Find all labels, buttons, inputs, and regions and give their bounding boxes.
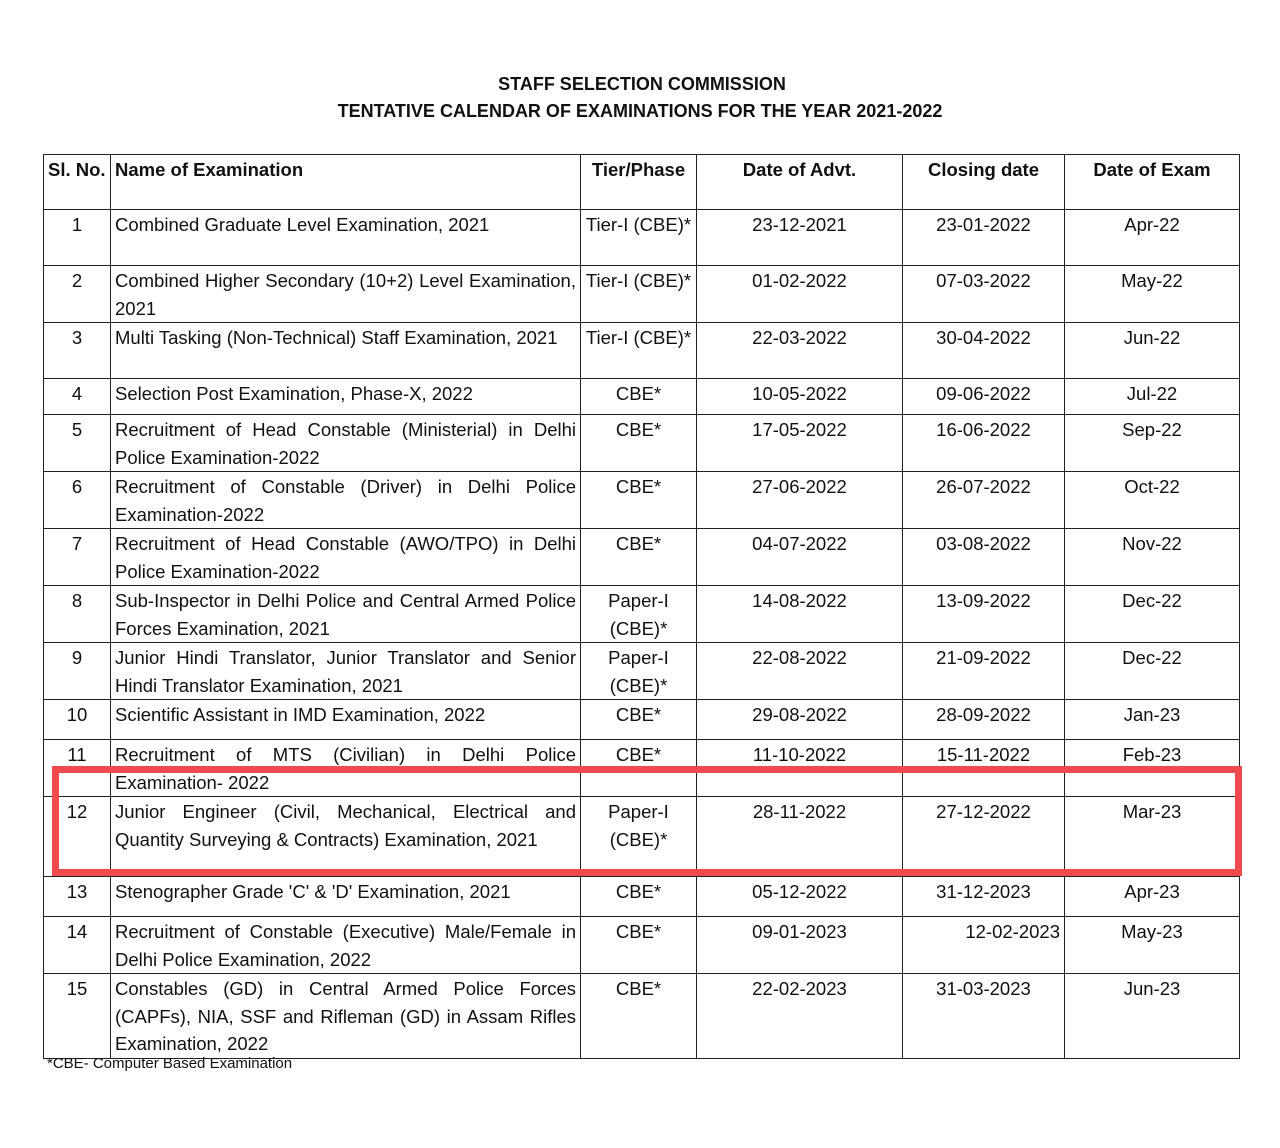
col-header-sl-no: Sl. No. [44, 155, 111, 210]
exam-date-cell: Mar-23 [1065, 797, 1240, 877]
footnote: *CBE- Computer Based Examination [47, 1055, 293, 1072]
closing-date-cell: 31-12-2023 [903, 877, 1065, 917]
sl-cell: 15 [44, 974, 111, 1059]
tier-cell: CBE* [581, 529, 697, 586]
exam-date-cell: Apr-23 [1065, 877, 1240, 917]
tier-cell: CBE* [581, 379, 697, 415]
table-row [44, 415, 1240, 472]
table-row [44, 974, 1240, 1059]
exam-name-cell: Recruitment of Constable (Driver) in Delhi Police Examination-2022 [111, 472, 581, 529]
exam-name-cell: Recruitment of Constable (Executive) Male/Female in Delhi Police Examination, 2022 [111, 917, 581, 974]
exam-name-cell: Stenographer Grade 'C' & 'D' Examination, 2021 [111, 877, 581, 917]
tier-cell: CBE* [581, 472, 697, 529]
advt-date-cell: 04-07-2022 [697, 529, 903, 586]
exam-date-cell: Jun-23 [1065, 974, 1240, 1059]
sl-cell: 1 [44, 210, 111, 266]
exam-name-cell: Recruitment of Head Constable (Ministerial) in Delhi Police Examination-2022 [111, 415, 581, 472]
sl-cell: 10 [44, 700, 111, 740]
exam-name-cell: Sub-Inspector in Delhi Police and Central Armed Police Forces Examination, 2021 [111, 586, 581, 643]
table-row [44, 877, 1240, 917]
advt-date-cell: 28-11-2022 [697, 797, 903, 877]
exam-date-cell: Dec-22 [1065, 586, 1240, 643]
sl-cell: 6 [44, 472, 111, 529]
sl-cell: 11 [44, 740, 111, 797]
exam-date-cell: Feb-23 [1065, 740, 1240, 797]
table-row [44, 210, 1240, 266]
exam-name-cell: Constables (GD) in Central Armed Police Forces (CAPFs), NIA, SSF and Rifleman (GD) in Assam Rifles Examination, 2022 [111, 974, 581, 1059]
advt-date-cell: 17-05-2022 [697, 415, 903, 472]
col-header-closing-date: Closing date [903, 155, 1065, 210]
tier-cell: Paper-I (CBE)* [581, 797, 697, 877]
closing-date-cell: 13-09-2022 [903, 586, 1065, 643]
table-row [44, 740, 1240, 797]
table-row [44, 643, 1240, 700]
exam-date-cell: Dec-22 [1065, 643, 1240, 700]
sl-cell: 3 [44, 323, 111, 379]
table-row [44, 472, 1240, 529]
exam-name-cell: Junior Hindi Translator, Junior Translator and Senior Hindi Translator Examination, 2021 [111, 643, 581, 700]
closing-date-cell: 28-09-2022 [903, 700, 1065, 740]
sl-cell: 5 [44, 415, 111, 472]
table-row [44, 323, 1240, 379]
closing-date-cell: 15-11-2022 [903, 740, 1065, 797]
exam-name-cell: Scientific Assistant in IMD Examination, 2022 [111, 700, 581, 740]
table-row [44, 700, 1240, 740]
col-header-exam-date: Date of Exam [1065, 155, 1240, 210]
tier-cell: Tier-I (CBE)* [581, 266, 697, 323]
table-row [44, 379, 1240, 415]
exam-date-cell: Oct-22 [1065, 472, 1240, 529]
tier-cell: CBE* [581, 877, 697, 917]
closing-date-cell: 03-08-2022 [903, 529, 1065, 586]
closing-date-cell: 30-04-2022 [903, 323, 1065, 379]
advt-date-cell: 22-03-2022 [697, 323, 903, 379]
closing-date-cell: 27-12-2022 [903, 797, 1065, 877]
sl-cell: 4 [44, 379, 111, 415]
advt-date-cell: 10-05-2022 [697, 379, 903, 415]
advt-date-cell: 05-12-2022 [697, 877, 903, 917]
sl-cell: 12 [44, 797, 111, 877]
table-header-row [44, 155, 1240, 210]
tier-cell: CBE* [581, 415, 697, 472]
advt-date-cell: 14-08-2022 [697, 586, 903, 643]
closing-date-cell: 23-01-2022 [903, 210, 1065, 266]
col-header-advt-date: Date of Advt. [697, 155, 903, 210]
exam-name-cell: Selection Post Examination, Phase-X, 2022 [111, 379, 581, 415]
exam-date-cell: Nov-22 [1065, 529, 1240, 586]
closing-date-cell: 21-09-2022 [903, 643, 1065, 700]
exam-date-cell: Sep-22 [1065, 415, 1240, 472]
tier-cell: Paper-I (CBE)* [581, 586, 697, 643]
tier-cell: CBE* [581, 740, 697, 797]
closing-date-cell: 31-03-2023 [903, 974, 1065, 1059]
sl-cell: 7 [44, 529, 111, 586]
sl-cell: 13 [44, 877, 111, 917]
tier-cell: Tier-I (CBE)* [581, 323, 697, 379]
advt-date-cell: 27-06-2022 [697, 472, 903, 529]
exam-name-cell: Junior Engineer (Civil, Mechanical, Electrical and Quantity Surveying & Contracts) Examination, 2021 [111, 797, 581, 877]
exam-calendar-table [43, 154, 1240, 1059]
advt-date-cell: 22-02-2023 [697, 974, 903, 1059]
exam-name-cell: Combined Higher Secondary (10+2) Level Examination, 2021 [111, 266, 581, 323]
col-header-name: Name of Examination [111, 155, 581, 210]
closing-date-cell: 12-02-2023 [903, 917, 1065, 974]
advt-date-cell: 09-01-2023 [697, 917, 903, 974]
table-row [44, 586, 1240, 643]
tier-cell: CBE* [581, 974, 697, 1059]
advt-date-cell: 11-10-2022 [697, 740, 903, 797]
exam-date-cell: Jan-23 [1065, 700, 1240, 740]
closing-date-cell: 16-06-2022 [903, 415, 1065, 472]
closing-date-cell: 07-03-2022 [903, 266, 1065, 323]
tier-cell: Tier-I (CBE)* [581, 210, 697, 266]
sl-cell: 14 [44, 917, 111, 974]
advt-date-cell: 29-08-2022 [697, 700, 903, 740]
advt-date-cell: 22-08-2022 [697, 643, 903, 700]
exam-date-cell: May-22 [1065, 266, 1240, 323]
sl-cell: 2 [44, 266, 111, 323]
exam-name-cell: Recruitment of Head Constable (AWO/TPO) in Delhi Police Examination-2022 [111, 529, 581, 586]
table-row [44, 529, 1240, 586]
table-row [44, 797, 1240, 877]
exam-name-cell: Combined Graduate Level Examination, 2021 [111, 210, 581, 266]
document-title: STAFF SELECTION COMMISSION [498, 74, 786, 94]
exam-date-cell: Jun-22 [1065, 323, 1240, 379]
sl-cell: 9 [44, 643, 111, 700]
table-row [44, 266, 1240, 323]
closing-date-cell: 26-07-2022 [903, 472, 1065, 529]
exam-date-cell: Jul-22 [1065, 379, 1240, 415]
tier-cell: CBE* [581, 917, 697, 974]
col-header-tier: Tier/Phase [581, 155, 697, 210]
advt-date-cell: 01-02-2022 [697, 266, 903, 323]
sl-cell: 8 [44, 586, 111, 643]
table-row [44, 917, 1240, 974]
exam-date-cell: May-23 [1065, 917, 1240, 974]
closing-date-cell: 09-06-2022 [903, 379, 1065, 415]
tier-cell: CBE* [581, 700, 697, 740]
exam-name-cell: Recruitment of MTS (Civilian) in Delhi Police Examination- 2022 [111, 740, 581, 797]
exam-name-cell: Multi Tasking (Non-Technical) Staff Examination, 2021 [111, 323, 581, 379]
document-subtitle: TENTATIVE CALENDAR OF EXAMINATIONS FOR THE YEAR 2021-2022 [337, 101, 943, 121]
advt-date-cell: 23-12-2021 [697, 210, 903, 266]
tier-cell: Paper-I (CBE)* [581, 643, 697, 700]
exam-date-cell: Apr-22 [1065, 210, 1240, 266]
